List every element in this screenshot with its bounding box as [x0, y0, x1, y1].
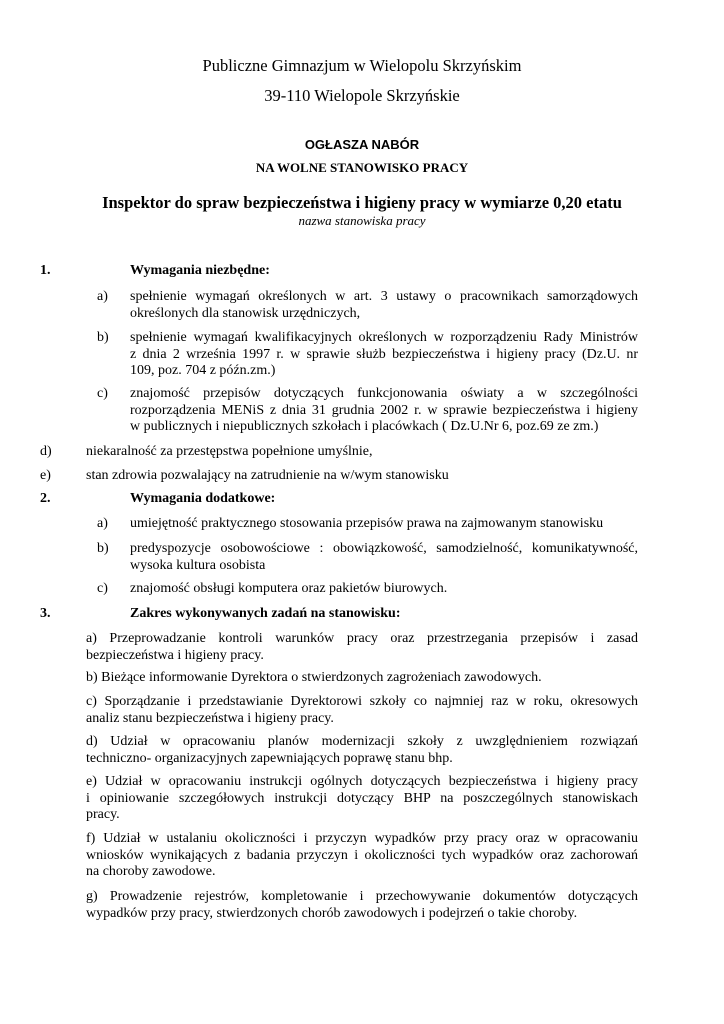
section-1-item-b-text: spełnienie wymagań kwalifikacyjnych określonych w rozporządzeniu Rady Ministrów z dnia 2 września 1997 r. w sprawie służb bezpieczeństwa i higieny pracy (Dz.U. nr 109, poz. 704 z późn.zm.) [130, 330, 638, 378]
section-3-item-g: g) Prowadzenie rejestrów, kompletowanie i przechowywanie dokumentów dotyczących wypadków przy pracy, stwierdzonych chorób zawodowych i podejrzeń o takie choroby. [86, 889, 638, 921]
section-3-item-e: e) Udział w opracowaniu instrukcji ogólnych dotyczących bezpieczeństwa i higieny pracy i opiniowanie szczegółowych instrukcji dotyczący BHP na poszczególnych stanowiskach pracy. [86, 774, 638, 822]
section-1-item-c-label: c) [97, 386, 108, 401]
section-2-item-c-text: znajomość obsługi komputera oraz pakietów biurowych. [130, 581, 448, 596]
section-1-item-c-text: znajomość przepisów dotyczących funkcjonowania oświaty a w szczególności rozporządzenia MENiS z dnia 31 grudnia 2002 r. w sprawie bezpieczeństwa i higieny w publicznych i niepublicznych szkołach i placówkach ( Dz.U.Nr 6, poz.69 ze zm.) [130, 386, 638, 434]
school-address: 39-110 Wielopole Skrzyńskie [264, 86, 460, 105]
section-1-item-e-text: stan zdrowia pozwalający na zatrudnienie na w/wym stanowisku [86, 468, 449, 483]
section-3-title: Zakres wykonywanych zadań na stanowisku: [130, 606, 401, 621]
section-1-item-a-label: a) [97, 289, 108, 304]
section-1-item-b-label: b) [97, 330, 109, 345]
section-2-title: Wymagania dodatkowe: [130, 491, 276, 506]
section-3-item-a: a) Przeprowadzanie kontroli warunków pracy oraz przestrzegania przepisów i zasad bezpieczeństwa i higieny pracy. [86, 631, 638, 663]
section-1-title: Wymagania niezbędne: [130, 263, 270, 278]
section-1-number: 1. [40, 263, 51, 278]
section-2-item-c-label: c) [97, 581, 108, 596]
section-3-item-d: d) Udział w opracowaniu planów modernizacji szkoły z uwzględnieniem rozwiązań techniczno- organizacyjnych zapewniających poprawę stanu bhp. [86, 734, 638, 766]
school-name: Publiczne Gimnazjum w Wielopolu Skrzyńskim [202, 56, 522, 75]
section-3-item-c: c) Sporządzanie i przedstawianie Dyrektorowi szkoły co najmniej raz w roku, okresowych analiz stanu bezpieczeństwa i higieny pracy. [86, 694, 638, 726]
section-2-item-b-text: predyspozycje osobowościowe : obowiązkowość, samodzielność, komunikatywność, wysoka kultura osobista [130, 541, 638, 573]
section-2-number: 2. [40, 491, 51, 506]
section-2-item-a-text: umiejętność praktycznego stosowania przepisów prawa na zajmowanym stanowisku [130, 516, 604, 531]
section-3-number: 3. [40, 606, 51, 621]
announce-subtitle: NA WOLNE STANOWISKO PRACY [255, 160, 469, 175]
position-title: Inspektor do spraw bezpieczeństwa i higieny pracy w wymiarze 0,20 etatu [102, 193, 622, 212]
section-2-item-b-label: b) [97, 541, 109, 556]
section-1-item-a-text: spełnienie wymagań określonych w art. 3 ustawy o pracownikach samorządowych określonych dla stanowisk urzędniczych, [130, 289, 638, 321]
announce-heading: OGŁASZA NABÓR [304, 137, 420, 152]
section-1-item-d-label: d) [40, 444, 52, 459]
section-3-item-b: b) Bieżące informowanie Dyrektora o stwierdzonych zagrożeniach zawodowych. [86, 670, 542, 685]
section-1-item-d-text: niekaralność za przestępstwa popełnione umyślnie, [86, 444, 373, 459]
section-2-item-a-label: a) [97, 516, 108, 531]
section-1-item-e-label: e) [40, 468, 51, 483]
section-3-item-f: f) Udział w ustalaniu okoliczności i przyczyn wypadków przy pracy oraz w opracowaniu wniosków wynikających z badania przyczyn i okoliczności tych wypadków oraz zachorowań na choroby zawodowe. [86, 831, 638, 879]
position-caption: nazwa stanowiska pracy [298, 213, 426, 228]
